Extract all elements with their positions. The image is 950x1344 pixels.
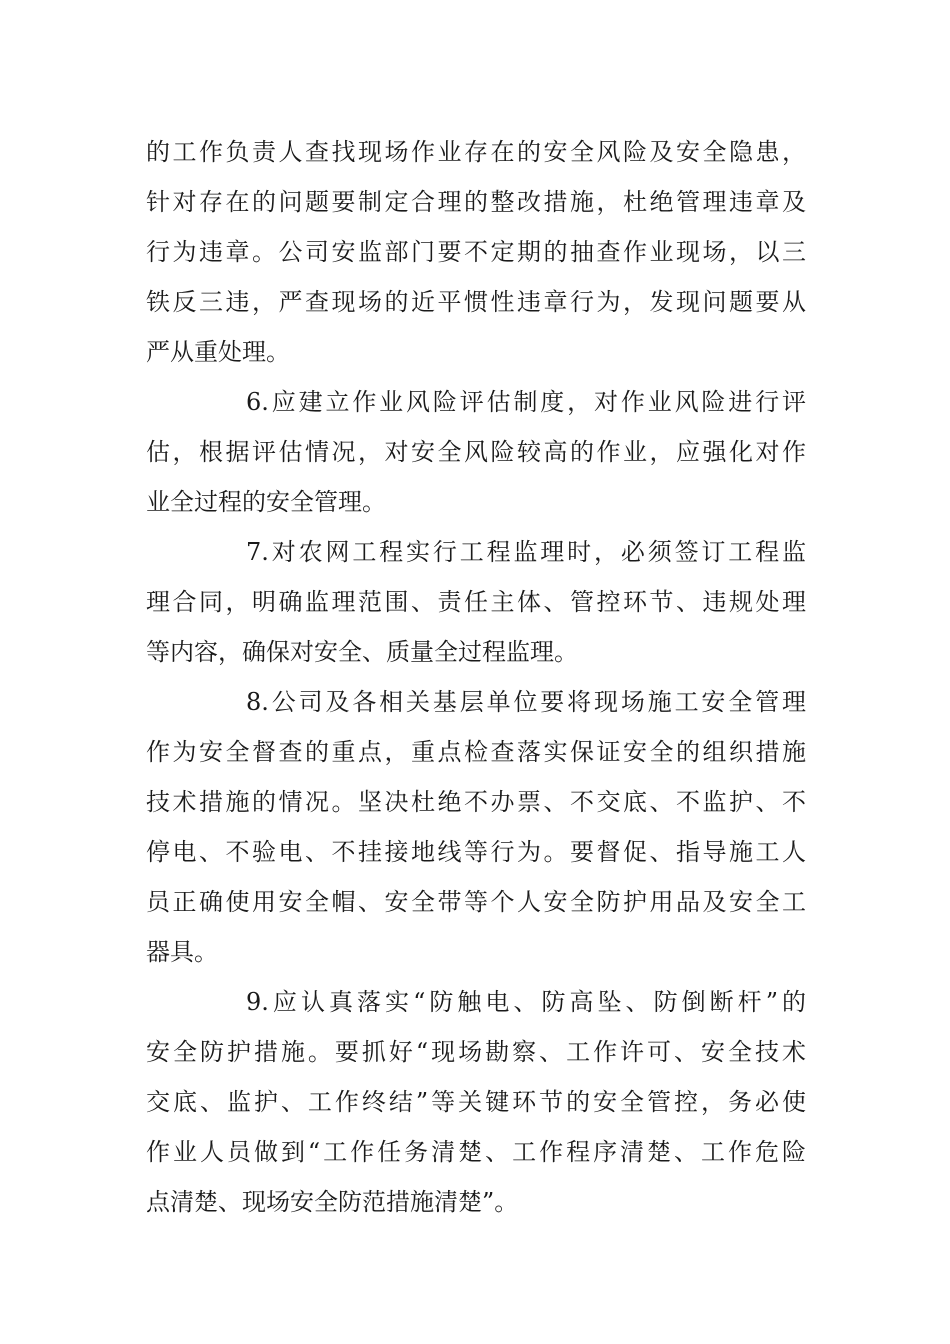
text-line: 等内容，确保对安全、质量全过程监理。	[146, 638, 578, 666]
text-line: 针对存在的问题要制定合理的整改措施，杜绝管理违章及	[146, 188, 806, 216]
paragraph-8	[146, 677, 806, 977]
text-line: 的工作负责人查找现场作业存在的安全风险及安全隐患，	[146, 138, 806, 166]
paragraph-1	[146, 127, 806, 377]
text-line: 铁反三违，严查现场的近平惯性违章行为，发现问题要从	[146, 288, 806, 316]
text-line: 9.应认真落实“防触电、防高坠、防倒断杆”的	[246, 988, 806, 1016]
text-line: 6.应建立作业风险评估制度，对作业风险进行评	[246, 388, 806, 416]
text-line: 理合同，明确监理范围、责任主体、管控环节、违规处理	[146, 588, 806, 616]
text-line: 7.对农网工程实行工程监理时，必须签订工程监	[246, 538, 806, 566]
body-text	[146, 127, 806, 1227]
paragraph-6	[146, 377, 806, 527]
text-line: 技术措施的情况。坚决杜绝不办票、不交底、不监护、不	[146, 788, 806, 816]
text-line: 行为违章。公司安监部门要不定期的抽查作业现场，以三	[146, 238, 806, 266]
paragraph-7	[146, 527, 806, 677]
text-line: 作业人员做到“工作任务清楚、工作程序清楚、工作危险	[146, 1138, 806, 1166]
text-line: 8.公司及各相关基层单位要将现场施工安全管理	[246, 688, 806, 716]
text-line: 安全防护措施。要抓好“现场勘察、工作许可、安全技术	[146, 1038, 806, 1066]
text-line: 作为安全督查的重点，重点检查落实保证安全的组织措施	[146, 738, 806, 766]
text-line: 严从重处理。	[146, 338, 290, 366]
text-line: 估，根据评估情况，对安全风险较高的作业，应强化对作	[146, 438, 806, 466]
text-line: 停电、不验电、不挂接地线等行为。要督促、指导施工人	[146, 838, 806, 866]
text-line: 交底、监护、工作终结”等关键环节的安全管控，务必使	[146, 1088, 806, 1116]
text-line: 员正确使用安全帽、安全带等个人安全防护用品及安全工	[146, 888, 806, 916]
paragraph-9	[146, 977, 806, 1227]
text-line: 点清楚、现场安全防范措施清楚”。	[146, 1188, 519, 1216]
text-line: 器具。	[146, 938, 218, 966]
text-line: 业全过程的安全管理。	[146, 488, 386, 516]
